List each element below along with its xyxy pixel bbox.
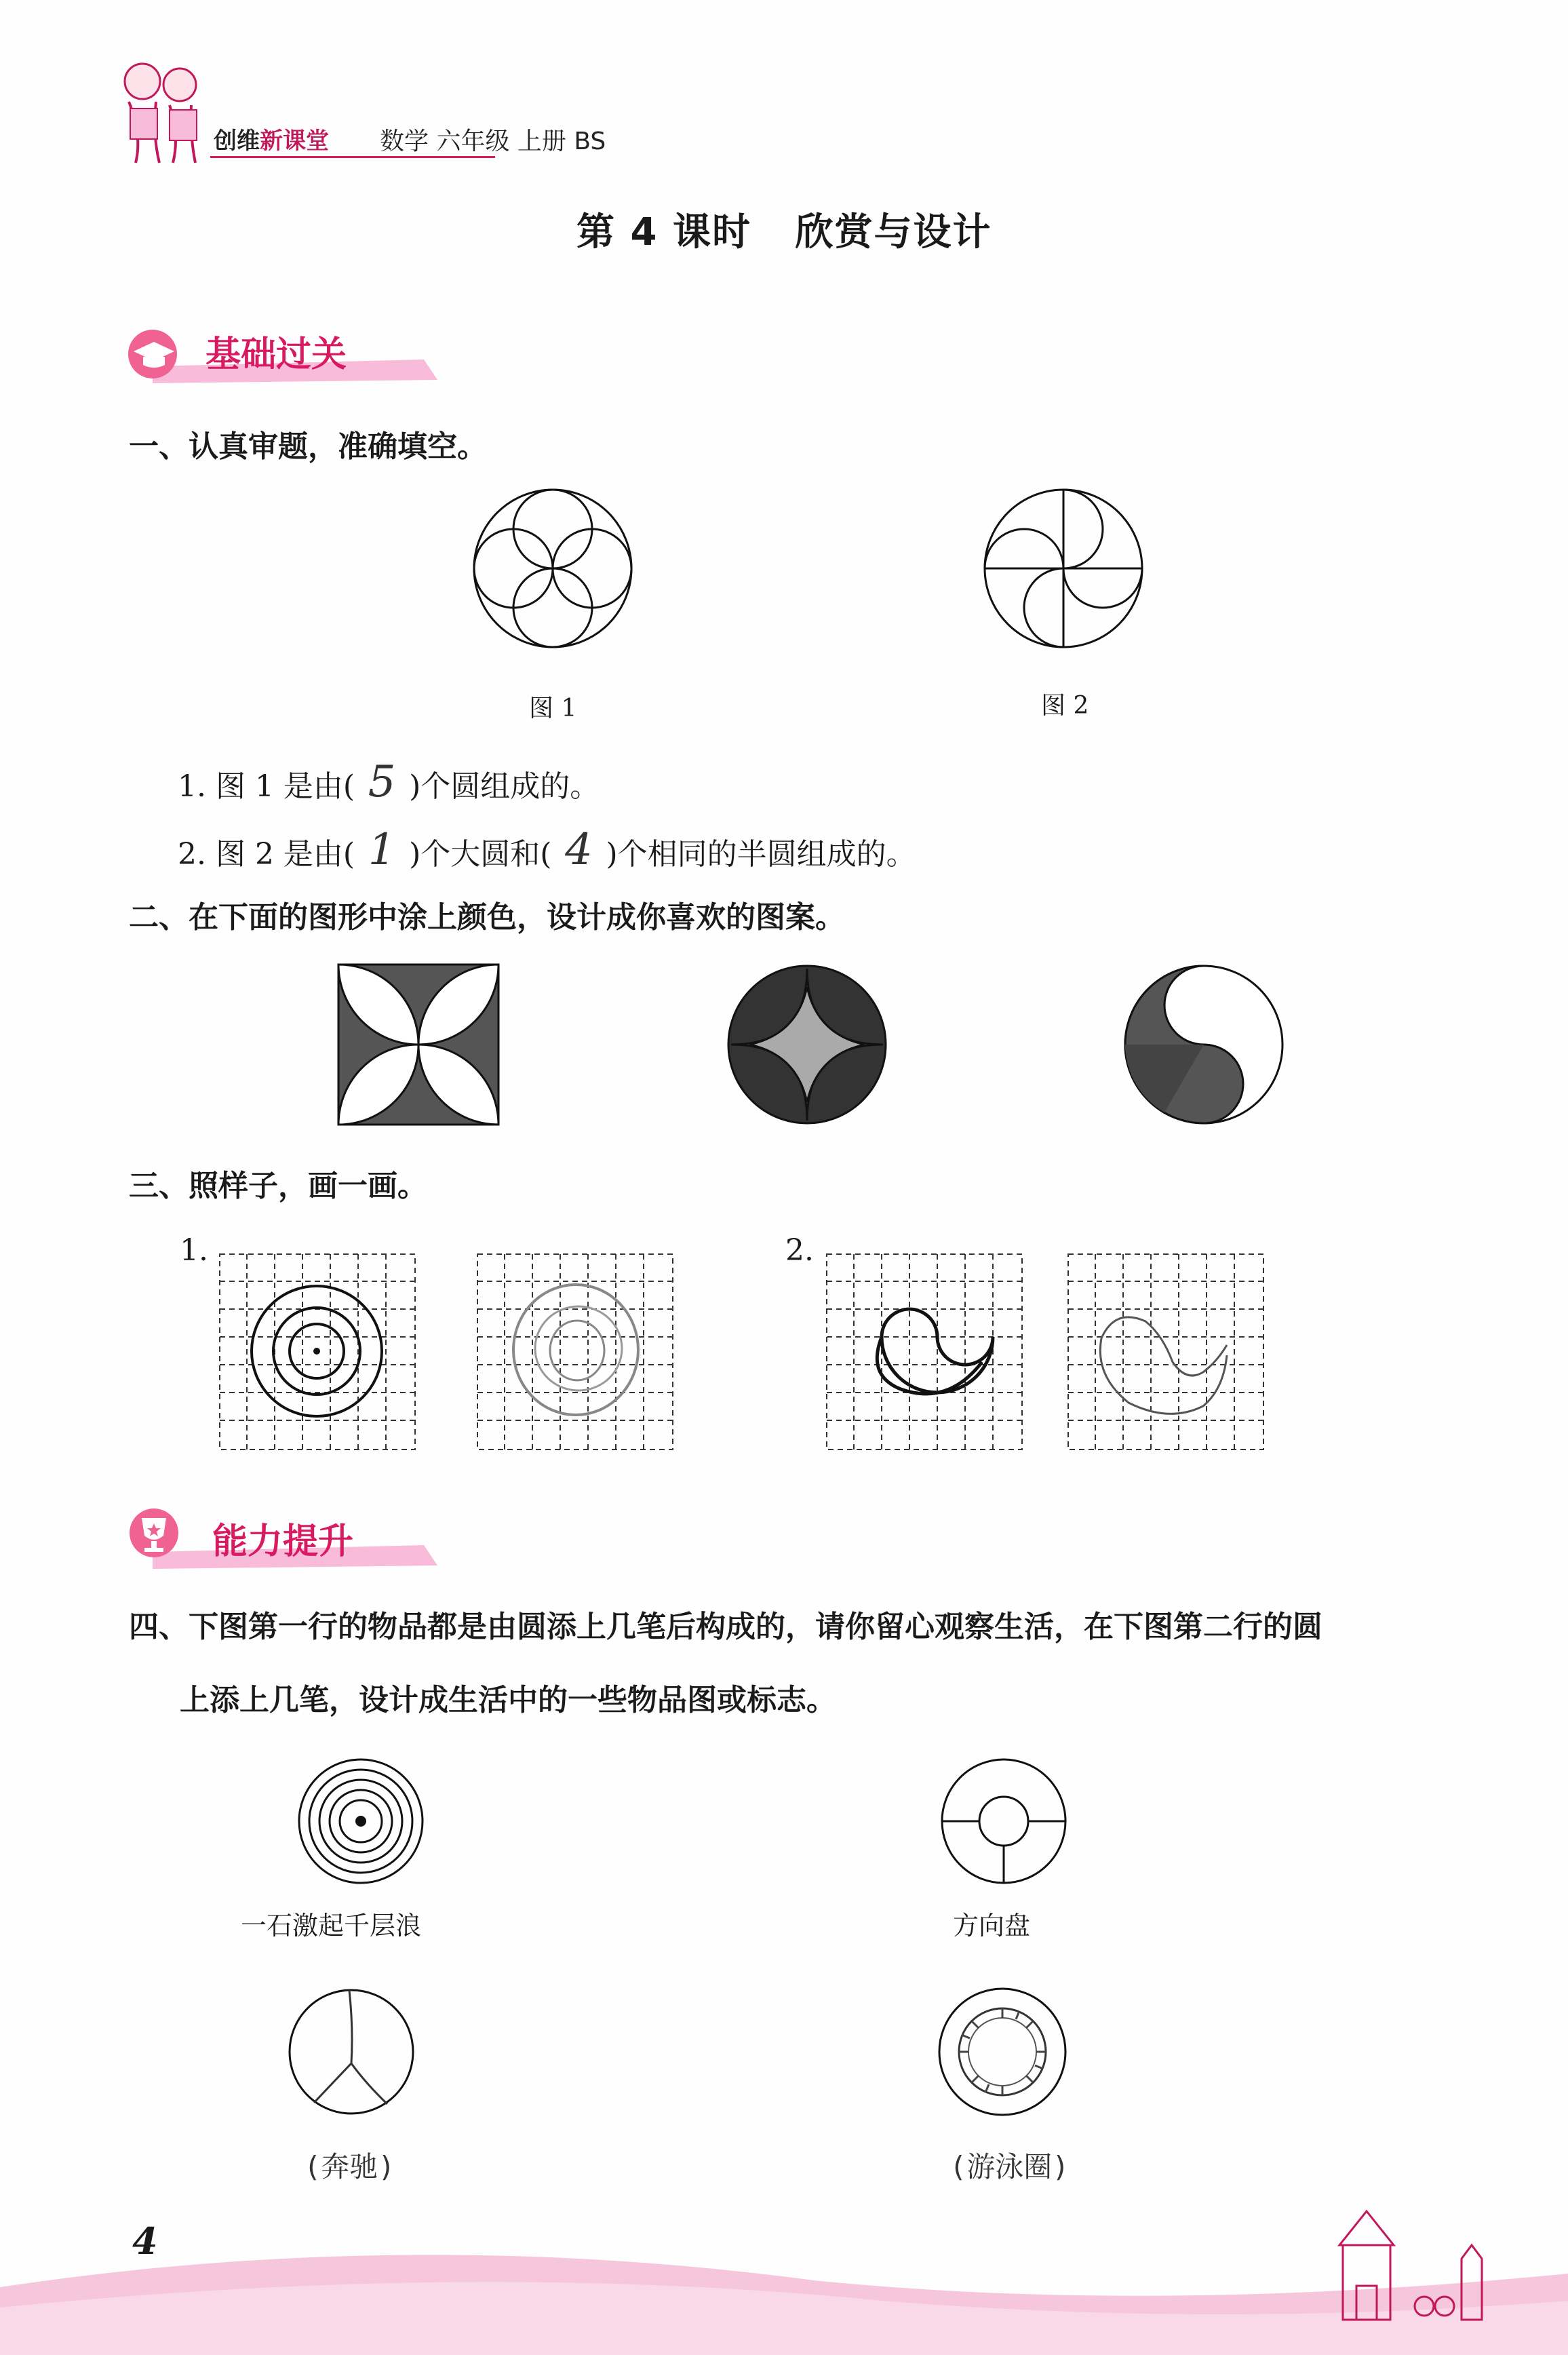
colored-circle-star-pattern [726,963,888,1126]
mercedes-logo-drawing [287,1987,416,2116]
section-basic [125,319,444,387]
q1-item2-middle: )个大圆和( [409,837,552,872]
q2-heading: 二、在下面的图形中涂上颜色，设计成你喜欢的图案。 [129,900,845,935]
q1-item2-answer1: 1 [368,825,396,875]
answer-swim-ring: (游泳圈) [949,2150,1070,2183]
page-title: 第 4 课时 欣赏与设计 [576,210,992,254]
q1-item1-after: )个圆组成的。 [409,769,600,804]
answer-mercedes: (奔驰) [304,2150,395,2183]
q3-label-1: 1. [180,1233,208,1268]
graduation-cap-icon [125,326,187,380]
q1-item2-answer2: 4 [565,825,593,875]
q4-heading-line1: 四、下图第一行的物品都是由圆添上几笔后构成的，请你留心观察生活，在下图第二行的圆 [129,1610,1322,1644]
page-number: 4 [132,2219,158,2263]
trophy-icon [125,1504,187,1565]
figure-1-caption: 图 1 [529,695,577,722]
castle-decoration-icon [1275,2204,1492,2333]
header-subtitle: 数学 六年级 上册 BS [380,128,606,155]
colored-square-pattern [337,963,500,1126]
q1-item2-before: 2. 图 2 是由( [178,837,355,872]
section-ability-label: 能力提升 [212,1521,354,1562]
header [115,54,726,170]
q1-heading: 一、认真审题，准确填空。 [129,429,487,464]
brand-part2: 新课堂 [260,128,329,155]
caption-steering-wheel: 方向盘 [953,1911,1031,1941]
caption-ripple: 一石激起千层浪 [241,1911,422,1941]
header-underline [210,156,495,158]
swim-ring-drawing [935,1984,1070,2120]
q3-label-2: 2. [785,1233,814,1268]
steering-wheel-figure [939,1757,1068,1886]
grid-answer-1 [477,1253,673,1450]
section-ability [125,1504,444,1572]
kids-logo-icon [115,54,210,170]
q1-item-1 [178,757,600,807]
grid-answer-2 [1067,1253,1264,1450]
ripple-circle-figure [296,1757,425,1886]
q1-item1-before: 1. 图 1 是由( [178,769,355,804]
colored-yin-yang-pattern [1122,963,1285,1126]
figure-1 [471,487,634,650]
grid-example-1 [219,1253,416,1450]
figure-2 [982,487,1145,650]
q1-item2-after: )个相同的半圆组成的。 [606,837,916,872]
q4-heading-line2: 上添上几笔，设计成生活中的一些物品图或标志。 [180,1683,836,1717]
q3-heading: 三、照样子，画一画。 [129,1169,427,1203]
q1-item-2 [178,825,916,875]
figure-2-caption: 图 2 [1041,692,1089,720]
grid-example-2 [826,1253,1023,1450]
q1-item1-answer: 5 [368,757,396,807]
section-basic-label: 基础过关 [205,334,347,375]
brand-part1: 创维 [214,128,260,155]
